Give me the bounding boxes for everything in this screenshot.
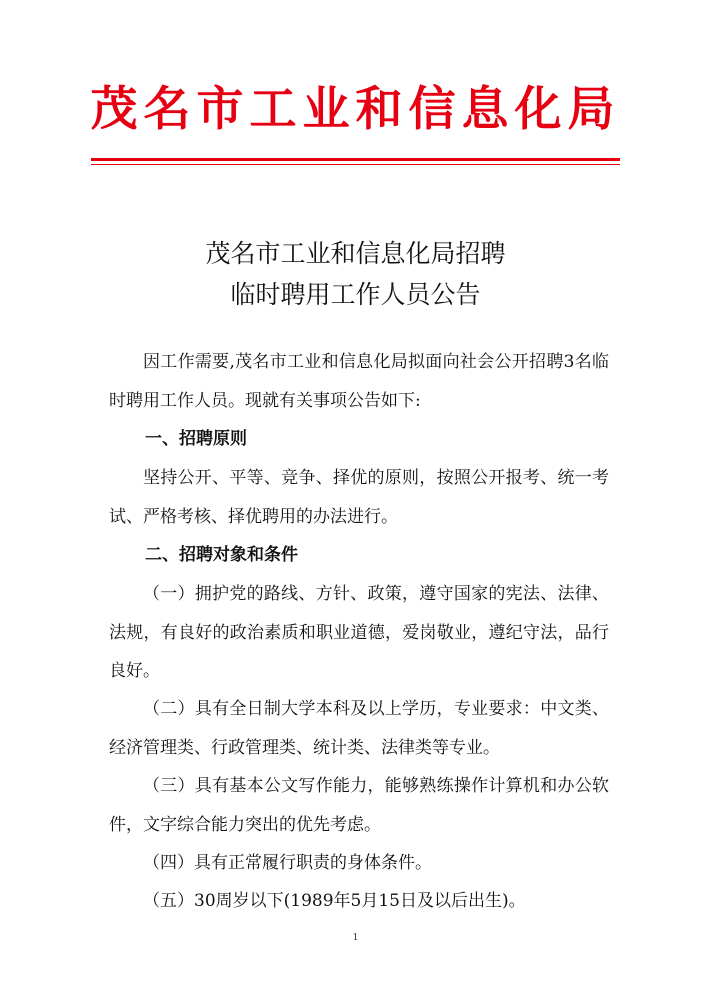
principles-paragraph: 坚持公开、平等、竞争、择优的原则，按照公开报考、统一考试、严格考核、择优聘用的办法进行。	[109, 468, 609, 527]
requirement-item-5: （五）30周岁以下(1989年5月15日及以后出生)。	[143, 891, 526, 911]
section-heading-principles: 一、招聘原则	[145, 429, 247, 449]
page-number: 1	[352, 933, 359, 943]
letterhead-rule-thick	[91, 158, 620, 161]
requirement-item-2: （二）具有全日制大学本科及以上学历，专业要求：中文类、经济管理类、行政管理类、统计类、法律类等专业。	[109, 699, 609, 758]
requirement-item-3: （三）具有基本公文写作能力，能够熟练操作计算机和办公软件，文字综合能力突出的优先考虑。	[109, 776, 609, 835]
document-title-line-1: 茂名市工业和信息化局招聘	[205, 239, 506, 268]
document-title-line-2: 临时聘用工作人员公告	[230, 280, 481, 309]
section-heading-requirements: 二、招聘对象和条件	[145, 545, 298, 565]
intro-paragraph: 因工作需要,茂名市工业和信息化局拟面向社会公开招聘3名临时聘用工作人员。现就有关事项公告如下:	[109, 352, 609, 411]
requirement-item-4: （四）具有正常履行职责的身体条件。	[143, 853, 432, 873]
requirement-item-1: （一）拥护党的路线、方针、政策，遵守国家的宪法、法律、法规，有良好的政治素质和职业道德，爱岗敬业，遵纪守法，品行良好。	[109, 584, 609, 681]
letterhead-rule-thin	[91, 164, 620, 165]
letterhead-title: 茂名市工业和信息化局	[90, 82, 621, 137]
